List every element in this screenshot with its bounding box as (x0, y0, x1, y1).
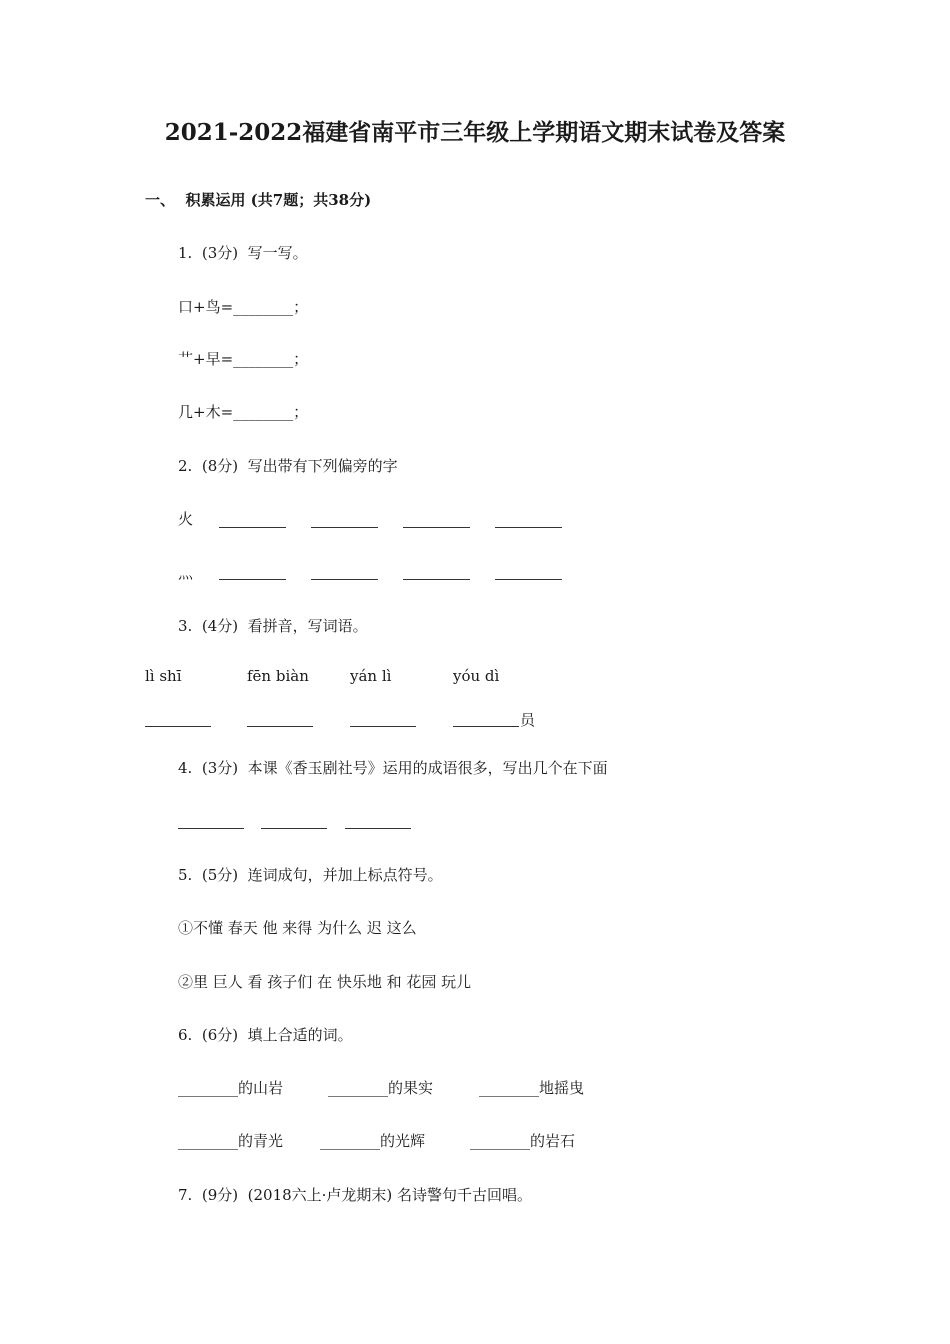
question-6-item: ________的山岩 (178, 1079, 284, 1097)
pinyin-suffix: 员 (520, 711, 536, 729)
question-6-item: ________的果实 (328, 1079, 434, 1097)
question-5-line-1: ①不懂 春天 他 来得 为什么 迟 这么 (178, 919, 417, 937)
answer-blank[interactable] (247, 726, 313, 727)
answer-blank[interactable] (219, 579, 286, 580)
pinyin-1: lì shī (145, 667, 182, 685)
question-6-heading: 6. (6分) 填上合适的词。 (178, 1026, 353, 1044)
answer-blank[interactable] (453, 726, 519, 727)
question-7-heading: 7. (9分) (2018六上·卢龙期末) 名诗警句千古回唱。 (178, 1186, 533, 1204)
question-6-item: ________的岩石 (470, 1132, 576, 1150)
question-5-heading: 5. (5分) 连词成句，并加上标点符号。 (178, 866, 443, 884)
question-6-item: ________的光辉 (320, 1132, 426, 1150)
answer-blank[interactable] (178, 828, 244, 829)
pinyin-2: fēn biàn (247, 667, 309, 685)
section-heading: 一、 积累运用 (共7题；共38分) (145, 191, 372, 209)
question-1-heading: 1. (3分) 写一写。 (178, 244, 308, 262)
question-1-line-3: 几+木=________； (178, 403, 309, 421)
question-1-line-2: 艹+早=________； (178, 350, 309, 368)
question-6-item: ________地摇曳 (479, 1079, 585, 1097)
answer-blank[interactable] (311, 527, 378, 528)
radical-fire-dots: 灬 (178, 564, 194, 582)
document-title: 2021-2022福建省南平市三年级上学期语文期末试卷及答案 (164, 119, 786, 146)
radical-fire: 火 (178, 510, 194, 528)
question-4-heading: 4. (3分) 本课《香玉剧社号》运用的成语很多，写出几个在下面 (178, 759, 608, 777)
question-1-line-1: 口+鸟=________； (178, 298, 309, 316)
pinyin-3: yán lì (350, 667, 392, 685)
answer-blank[interactable] (261, 828, 327, 829)
answer-blank[interactable] (495, 579, 562, 580)
answer-blank[interactable] (219, 527, 286, 528)
question-5-line-2: ②里 巨人 看 孩子们 在 快乐地 和 花园 玩儿 (178, 973, 472, 991)
question-6-item: ________的青光 (178, 1132, 284, 1150)
answer-blank[interactable] (495, 527, 562, 528)
answer-blank[interactable] (311, 579, 378, 580)
pinyin-4: yóu dì (453, 667, 500, 685)
answer-blank[interactable] (345, 828, 411, 829)
answer-blank[interactable] (403, 527, 470, 528)
question-2-heading: 2. (8分) 写出带有下列偏旁的字 (178, 457, 398, 475)
question-3-heading: 3. (4分) 看拼音，写词语。 (178, 617, 368, 635)
answer-blank[interactable] (403, 579, 470, 580)
answer-blank[interactable] (350, 726, 416, 727)
answer-blank[interactable] (145, 726, 211, 727)
